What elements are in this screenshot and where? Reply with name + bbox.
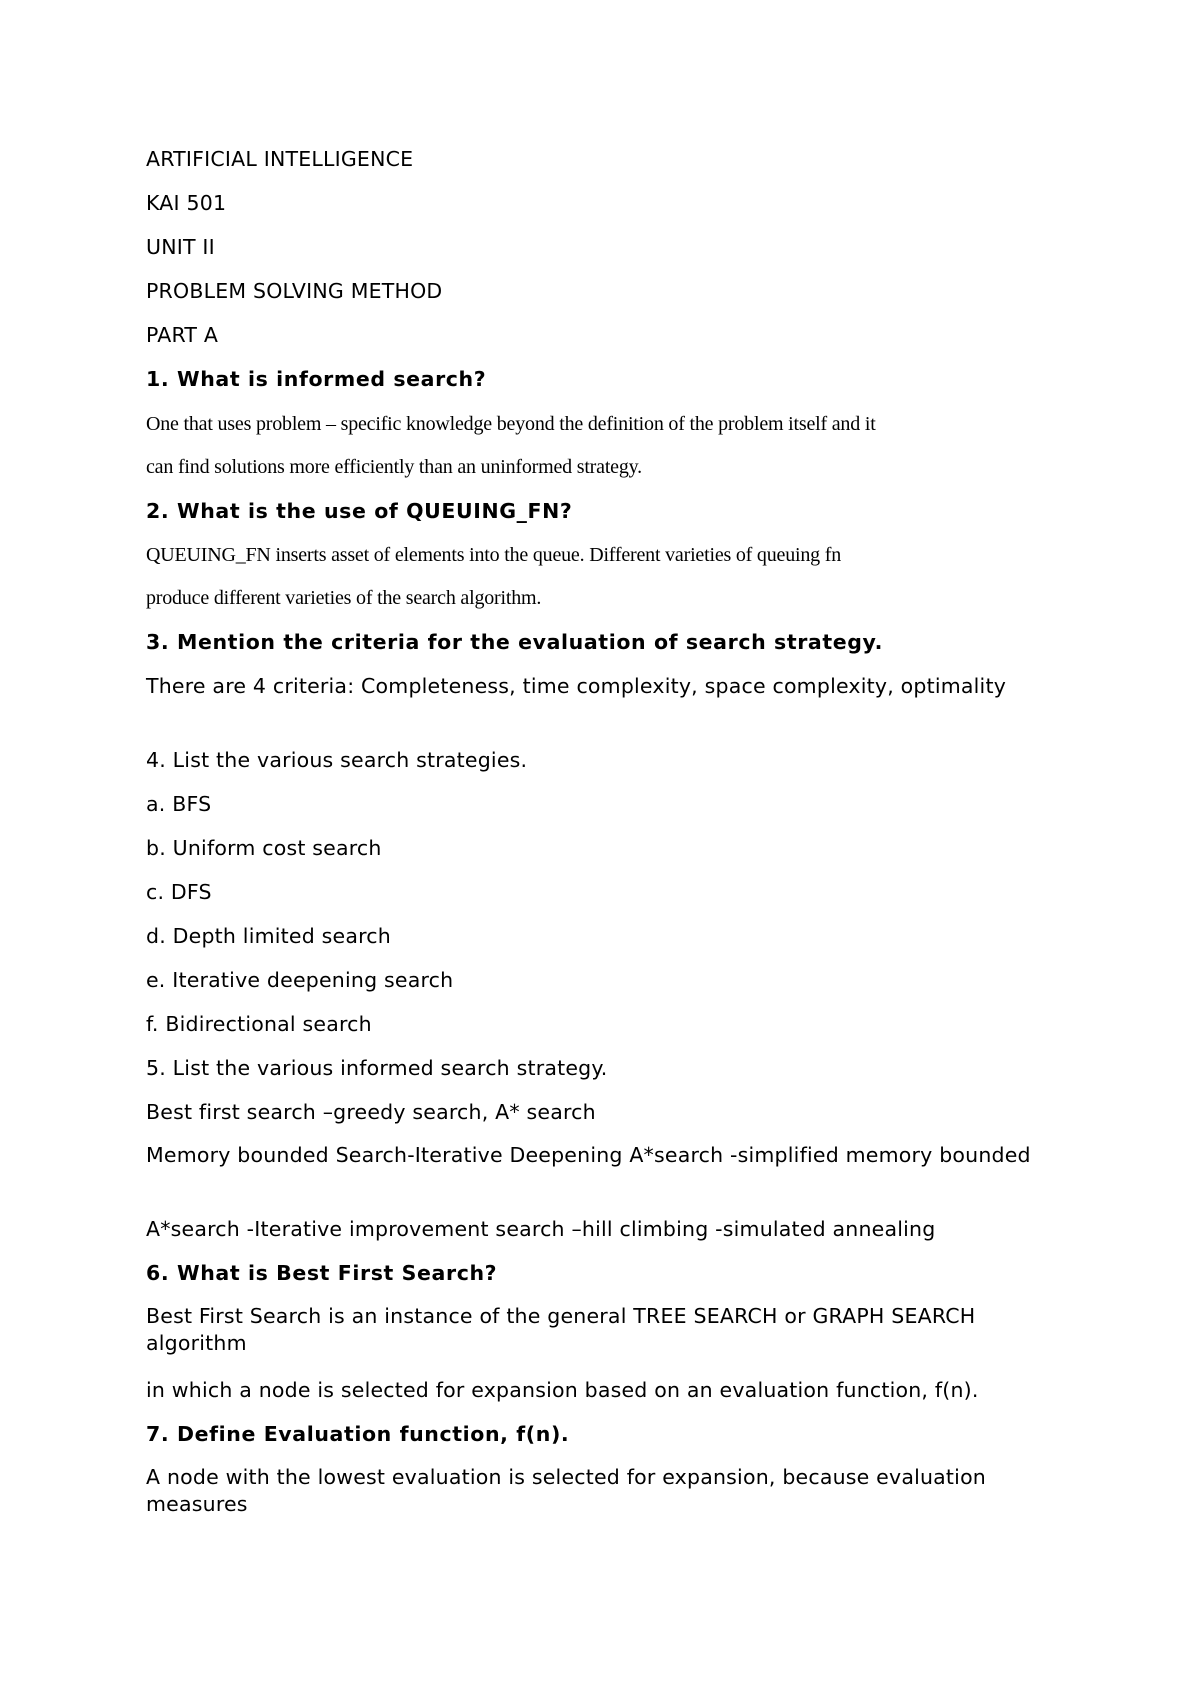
answer-6-line-2: in which a node is selected for expansion based on an evaluation function, f(n). bbox=[146, 1378, 979, 1402]
answer-6-line-1: Best First Search is an instance of the general TREE SEARCH or GRAPH SEARCH algorithm bbox=[146, 1304, 976, 1355]
answer-7: A node with the lowest evaluation is selected for expansion, because evaluation measures bbox=[146, 1465, 987, 1516]
question-4: 4. List the various search strategies. bbox=[146, 748, 528, 772]
answer-1-line-1: One that uses problem – specific knowledge beyond the definition of the problem itself and it bbox=[146, 413, 876, 435]
answer-1-line-2: can find solutions more efficiently than an uninformed strategy. bbox=[146, 456, 642, 478]
list-item: c. DFS bbox=[146, 880, 212, 904]
course-code: KAI 501 bbox=[146, 191, 227, 215]
question-2: 2. What is the use of QUEUING_FN? bbox=[146, 499, 573, 523]
question-7: 7. Define Evaluation function, f(n). bbox=[146, 1422, 570, 1446]
list-item: f. Bidirectional search bbox=[146, 1012, 372, 1036]
answer-2-line-2: produce different varieties of the search algorithm. bbox=[146, 587, 542, 609]
question-5: 5. List the various informed search strategy. bbox=[146, 1056, 608, 1080]
part-label: PART A bbox=[146, 323, 219, 347]
list-item: e. Iterative deepening search bbox=[146, 968, 454, 992]
answer-5-line-1: Best first search –greedy search, A* search bbox=[146, 1100, 596, 1124]
question-1: 1. What is informed search? bbox=[146, 367, 487, 391]
answer-2-line-1: QUEUING_FN inserts asset of elements into the queue. Different varieties of queuing fn bbox=[146, 544, 842, 566]
list-item: d. Depth limited search bbox=[146, 924, 391, 948]
answer-5-line-2: Memory bounded Search-Iterative Deepening A*search -simplified memory bounded bbox=[146, 1143, 1031, 1167]
unit-label: UNIT II bbox=[146, 235, 215, 259]
answer-5-line-3: A*search -Iterative improvement search –hill climbing -simulated annealing bbox=[146, 1217, 936, 1241]
answer-3: There are 4 criteria: Completeness, time complexity, space complexity, optimality bbox=[146, 674, 1007, 698]
list-item: b. Uniform cost search bbox=[146, 836, 382, 860]
question-3: 3. Mention the criteria for the evaluation of search strategy. bbox=[146, 630, 884, 654]
document-title: ARTIFICIAL INTELLIGENCE bbox=[146, 147, 414, 171]
topic-heading: PROBLEM SOLVING METHOD bbox=[146, 279, 443, 303]
question-6: 6. What is Best First Search? bbox=[146, 1261, 498, 1285]
list-item: a. BFS bbox=[146, 792, 212, 816]
